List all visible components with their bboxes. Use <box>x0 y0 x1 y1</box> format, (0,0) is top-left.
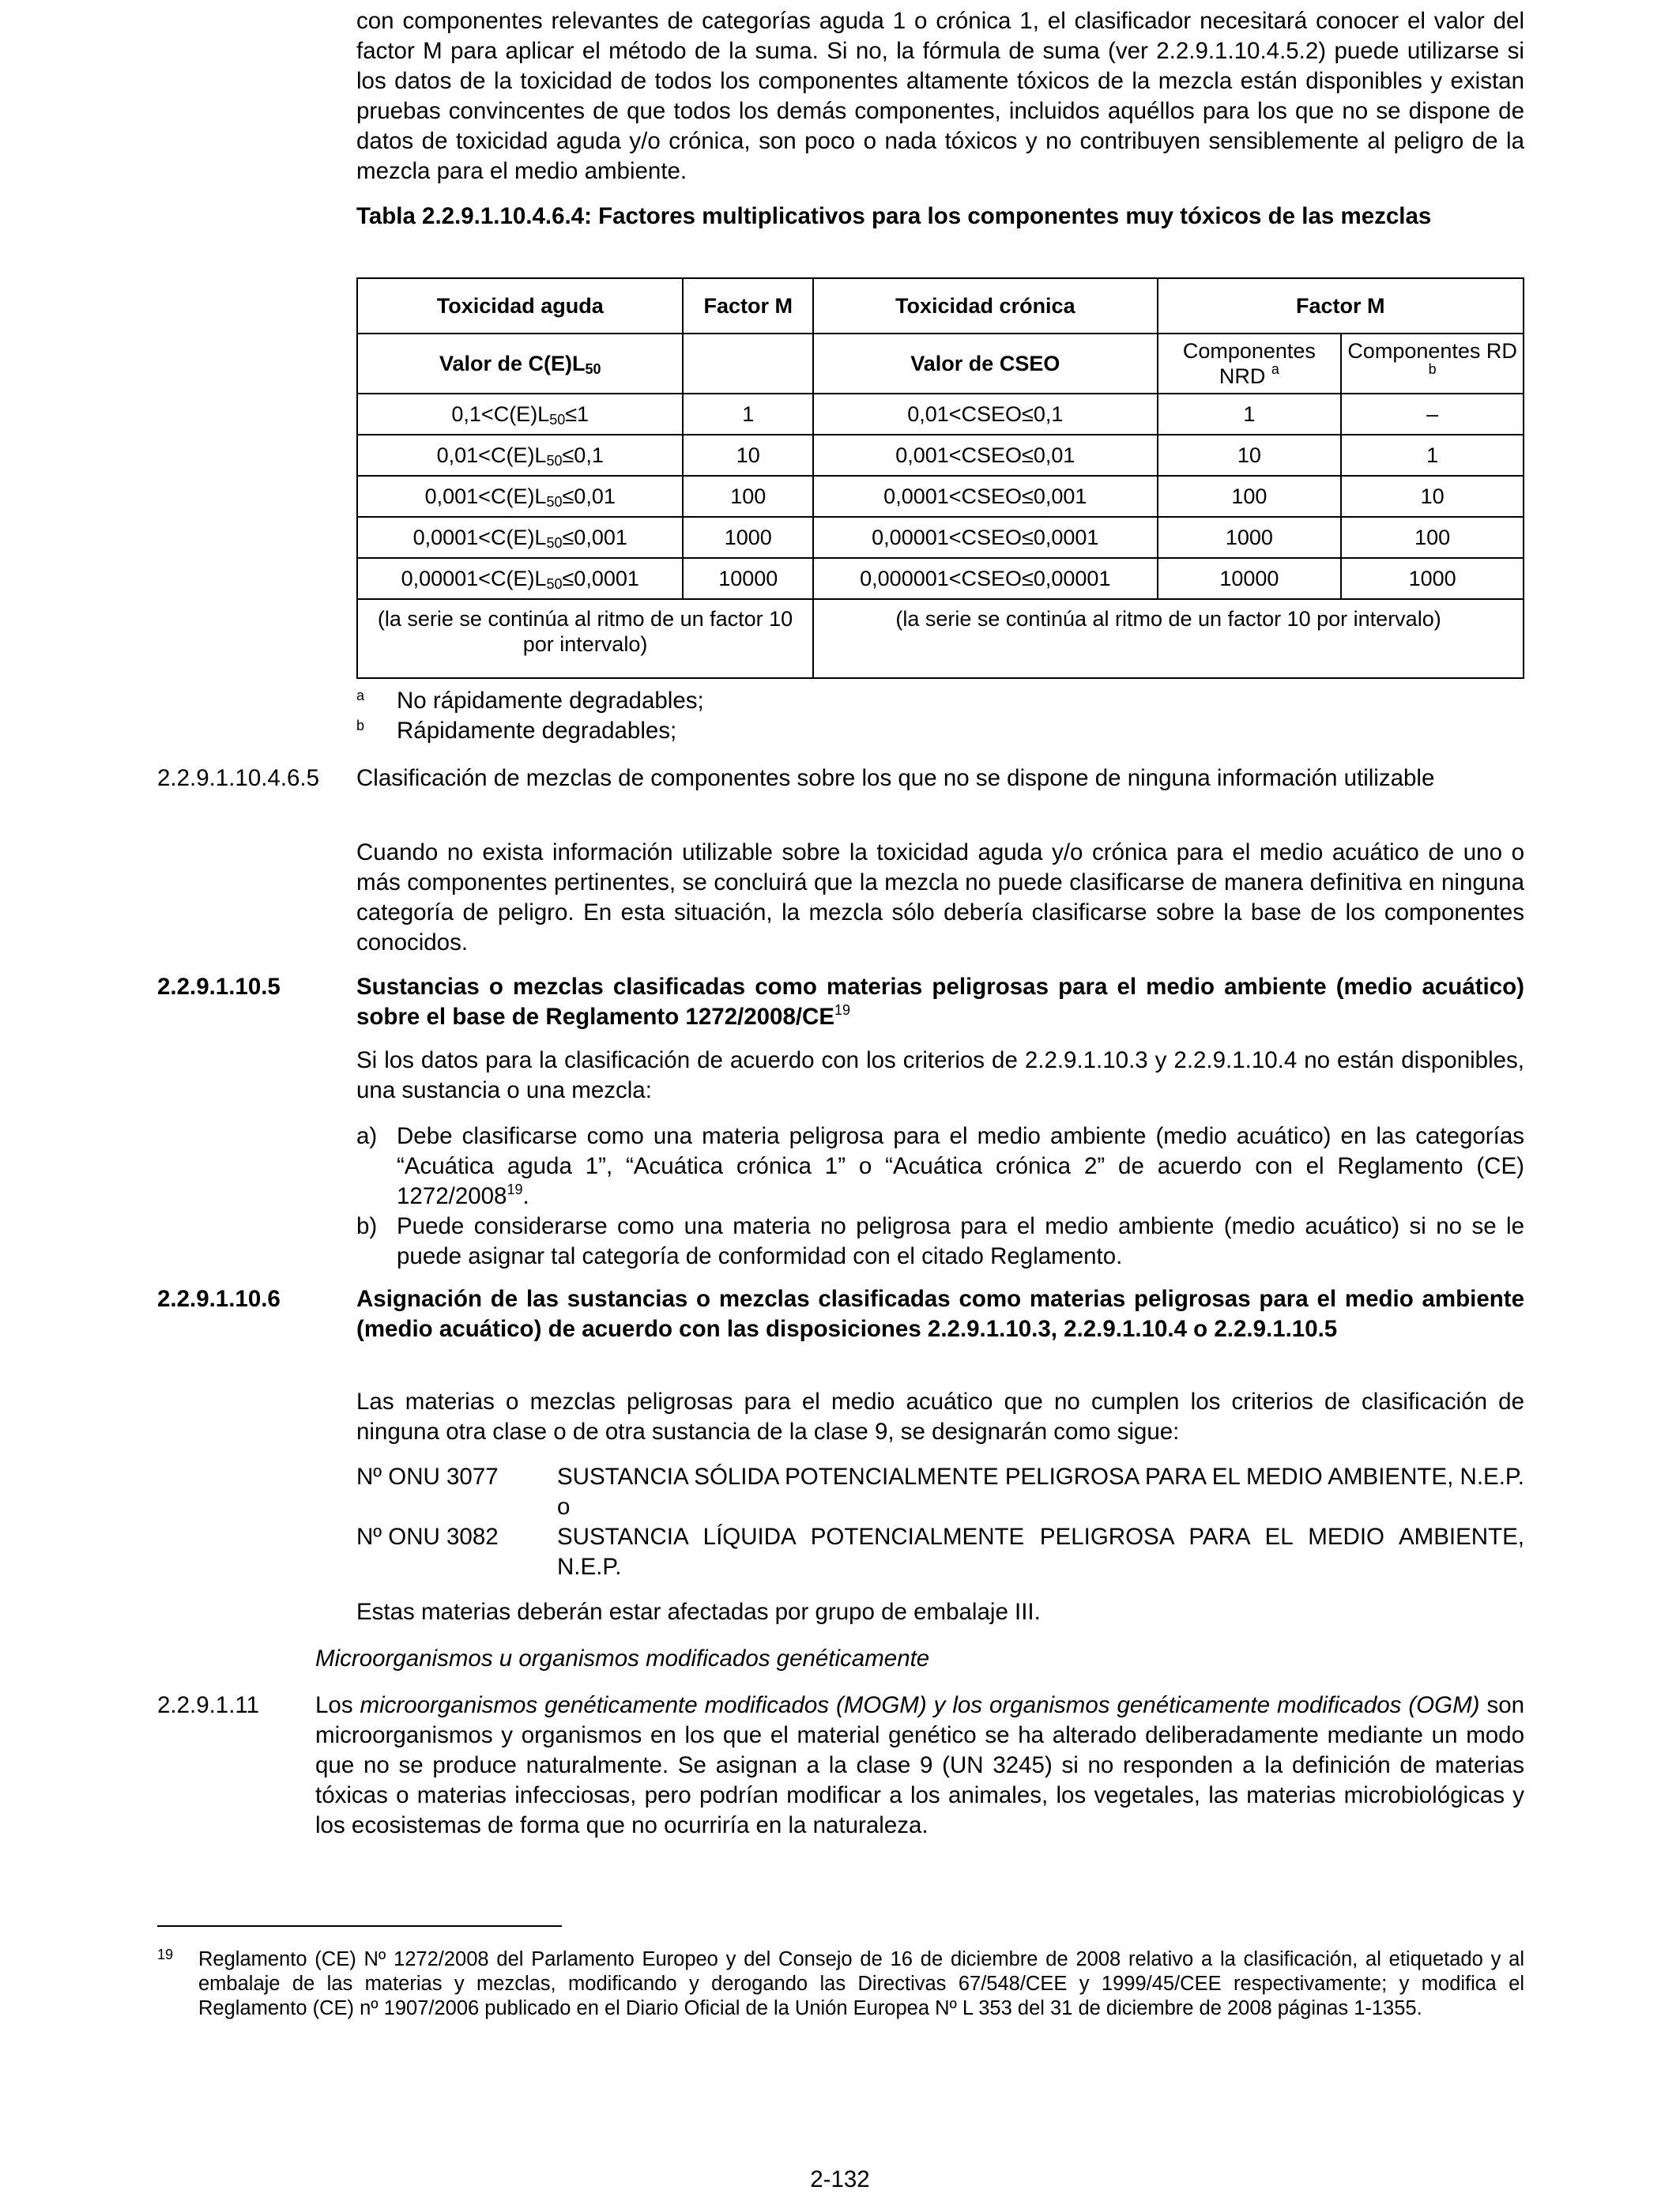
table-row <box>357 435 1524 476</box>
footer-series-note-acute: (la serie se continúa al ritmo de un factor 10 por intervalo) <box>357 599 813 678</box>
note-b-text: Rápidamente degradables; <box>397 718 677 744</box>
cell-m-rd: 1000 <box>1341 558 1524 599</box>
cell-acute: $0,01<C(E)L_{50}\le 0,1$ <box>357 435 683 476</box>
section-number-11: 2.2.9.1.11 <box>157 1692 260 1718</box>
cell-m-nrd: 1 <box>1158 394 1342 435</box>
section-body-10-5: Si los datos para la clasificación de acuerdo con los criterios de 2.2.9.1.10.3 y 2.2.9.1.10.4 no están disponibles, una sustancia o una mezcla: <box>356 1047 1524 1103</box>
microorganisms-heading: Microorganismos u organismos modificados genéticamente <box>315 1646 930 1672</box>
list-item-b <box>356 1212 1524 1272</box>
cell-acute: $0,1<C(E)L_{50}\le 1$ <box>357 394 683 435</box>
un-code-3077: Nº ONU 3077 <box>356 1464 499 1490</box>
table-header-row-2 <box>357 334 1524 394</box>
page-number: 2-132 <box>810 2166 870 2192</box>
list-item-a <box>356 1122 1524 1212</box>
cell-chronic: 0,00001<CSEO≤0,0001 <box>813 517 1157 558</box>
cell-acute: $0,001<C(E)L_{50}\le 0,01$ <box>357 476 683 517</box>
footnote-ref-19-item: 19 <box>507 1182 523 1197</box>
section-body-10-6: Las materias o mezclas peligrosas para el medio acuático que no cumplen los criterios de clasificación de ninguna otra clase o de otra sustancia de la clase 9, se designarán como sigue: <box>356 1389 1524 1445</box>
note-b: b Rápidamente degradables; <box>356 718 677 744</box>
table-row <box>357 558 1524 599</box>
cell-m-rd: 1 <box>1341 435 1524 476</box>
cell-acute: $0,00001<C(E)L_{50}\le 0,0001$ <box>357 558 683 599</box>
cell-m-nrd: 1000 <box>1158 517 1342 558</box>
header-nrd-label: Componentes NRD <box>1182 339 1316 388</box>
cell-m-acute: 10000 <box>683 558 813 599</box>
cell-m-acute: 1000 <box>683 517 813 558</box>
table-row <box>357 476 1524 517</box>
section-title-4-6-5: Clasificación de mezclas de componentes sobre los que no se dispone de ninguna información utilizable <box>356 765 1435 791</box>
cell-m-acute: 100 <box>683 476 813 517</box>
section-title-10-6: Asignación de las sustancias o mezclas clasificadas como materias peligrosas para el medio ambiente (medio acuático) de acuerdo con las disposiciones 2.2.9.1.10.3, 2.2.9.1.10.4 o 2.2.9.1.10.5 <box>356 1286 1524 1342</box>
header-rd-components <box>1341 334 1524 394</box>
un-name-3082: SUSTANCIA LÍQUIDA POTENCIALMENTE PELIGROSA PARA EL MEDIO AMBIENTE, N.E.P. <box>557 1524 1524 1580</box>
un-name-3077: SUSTANCIA SÓLIDA POTENCIALMENTE PELIGROSA PARA EL MEDIO AMBIENTE, N.E.P. o <box>557 1464 1524 1520</box>
footer-series-note-chronic: (la serie se continúa al ritmo de un factor 10 por intervalo) <box>813 599 1524 678</box>
list-item-a-label: a) <box>356 1123 378 1149</box>
table-caption: Tabla 2.2.9.1.10.4.6.4: Factores multiplicativos para los componentes muy tóxicos de las mezclas <box>356 203 1432 229</box>
footnote-text: Reglamento (CE) Nº 1272/2008 del Parlamento Europeo y del Consejo de 16 de diciembre de 2008 relativo a la clasificación, al etiquetado y al embalaje de las materias y mezclas, modificando y derogando las Directivas 67/548/CEE y 1999/45/CEE respectivamente; y modifica el Reglamento (CE) nº 1907/2006 publicado en el Diario Oficial de la Unión Europea Nº L 353 del 31 de diciembre de 2008 páginas 1-1355. <box>198 1948 1524 2019</box>
section-title-10-5-text: Sustancias o mezclas clasificadas como materias peligrosas para el medio ambiente (medio acuático) sobre el base de Reglamento 1272/2008/CE <box>356 974 1524 1030</box>
cell-m-acute: 10 <box>683 435 813 476</box>
un-number-list <box>356 1462 1524 1582</box>
section-number-10-6: 2.2.9.1.10.6 <box>157 1286 281 1312</box>
table-footer-row <box>357 599 1524 678</box>
header-rd-label: Componentes RD <box>1347 339 1517 363</box>
footnote-separator <box>157 1925 562 1927</box>
header-factor-m-chronic: Factor M <box>1158 278 1524 334</box>
cell-chronic: 0,01<CSEO≤0,1 <box>813 394 1157 435</box>
cell-acute: $0,0001<C(E)L_{50}\le 0,001$ <box>357 517 683 558</box>
footnote-mark: 19 <box>157 1947 174 1962</box>
cell-chronic: 0,001<CSEO≤0,01 <box>813 435 1157 476</box>
cell-m-acute: 1 <box>683 394 813 435</box>
header-acute-toxicity: Toxicidad aguda <box>357 278 683 334</box>
table-header-row-1 <box>357 278 1524 334</box>
m-factor-table <box>356 277 1524 679</box>
cell-m-nrd: 100 <box>1158 476 1342 517</box>
header-lc50-subscript: 50 <box>585 361 601 377</box>
cell-m-rd: 100 <box>1341 517 1524 558</box>
table-notes <box>356 686 704 746</box>
header-factor-m-acute: Factor M <box>683 278 813 334</box>
cell-m-rd: 10 <box>1341 476 1524 517</box>
cell-chronic: 0,000001<CSEO≤0,00001 <box>813 558 1157 599</box>
header-nrd-sup: a <box>1271 361 1279 377</box>
cell-chronic: 0,0001<CSEO≤0,001 <box>813 476 1157 517</box>
section-number-4-6-5: 2.2.9.1.10.4.6.5 <box>157 765 320 791</box>
footnote-ref-19: 19 <box>834 1002 851 1018</box>
section-body-11: Los microorganismos genéticamente modificados (MOGM) y los organismos genéticamente modificados (OGM) son microorganismos y organismos en los que el material genético se ha alterado deliberadamente mediante un modo que no se produce naturalmente. Se asignan a la clase 9 (UN 3245) si no responden a la definición de materias tóxicas o materias infecciosas, pero podrían modificar a los animales, los vegetales, las materias microbiológicas y los ecosistemas de forma que no ocurriría en la naturaleza. <box>315 1692 1525 1838</box>
header-chronic-toxicity: Toxicidad crónica <box>813 278 1157 334</box>
table-row <box>357 394 1524 435</box>
header-lc50-label: Valor de C(E)L <box>439 352 586 375</box>
header-factor-m-blank <box>683 334 813 394</box>
list-item-b-text: Puede considerarse como una materia no peligrosa para el medio ambiente (medio acuático) si no se le puede asignar tal categoría de conformidad con el citado Reglamento. <box>397 1213 1524 1269</box>
cell-m-nrd: 10000 <box>1158 558 1342 599</box>
un-entry-3082 <box>356 1522 1524 1582</box>
intro-paragraph: con componentes relevantes de categorías aguda 1 o crónica 1, el clasificador necesitará conocer el valor del factor M para aplicar el método de la suma. Si no, la fórmula de suma (ver 2.2.9.1.10.4.5.2) puede utilizarse si los datos de la toxicidad de todos los componentes altamente tóxicos de la mezcla están disponibles y existan pruebas convincentes de que todos los demás componentes, incluidos aquéllos para los que no se dispone de datos de toxicidad aguda y/o crónica, son poco o nada tóxicos y no contribuyen sensiblemente al peligro de la mezcla para el medio ambiente. <box>356 8 1524 184</box>
list-item-b-label: b) <box>356 1213 378 1239</box>
section-number-10-5: 2.2.9.1.10.5 <box>157 974 281 1000</box>
header-rd-sup: b <box>1428 361 1437 377</box>
header-nrd-components <box>1158 334 1342 394</box>
section-body-4-6-5: Cuando no exista información utilizable sobre la toxicidad aguda y/o crónica para el medio acuático de uno o más componentes pertinentes, se concluirá que la mezcla no puede clasificarse de manera definitiva en ninguna categoría de peligro. En esta situación, la mezcla sólo debería clasificarse sobre la base de los componentes conocidos. <box>356 839 1524 956</box>
footnote-19 <box>157 1947 1524 2021</box>
note-a-text: No rápidamente degradables; <box>397 688 704 714</box>
header-cseo-value: Valor de CSEO <box>813 334 1157 394</box>
criteria-list <box>356 1122 1524 1272</box>
table-row <box>357 517 1524 558</box>
cell-m-nrd: 10 <box>1158 435 1342 476</box>
cell-m-rd: – <box>1341 394 1524 435</box>
un-entry-3077 <box>356 1462 1524 1522</box>
header-lc50-value <box>357 334 683 394</box>
note-a: a No rápidamente degradables; <box>356 688 704 714</box>
mogm-ogm-term: microorganismos genéticamente modificados (MOGM) y los organismos genéticamente modificados (OGM) <box>360 1692 1480 1718</box>
list-item-a-text: Debe clasificarse como una materia peligrosa para el medio ambiente (medio acuático) en las categorías “Acuática aguda 1”, “Acuática crónica 1” o “Acuática crónica 2” de acuerdo con el Reglamento (CE) 1272/2008$^{19}$. <box>397 1123 1524 1209</box>
packing-group-note: Estas materias deberán estar afectadas por grupo de embalaje III. <box>356 1599 1041 1625</box>
section-title-10-5 <box>356 972 1524 1032</box>
un-code-3082: Nº ONU 3082 <box>356 1524 499 1550</box>
